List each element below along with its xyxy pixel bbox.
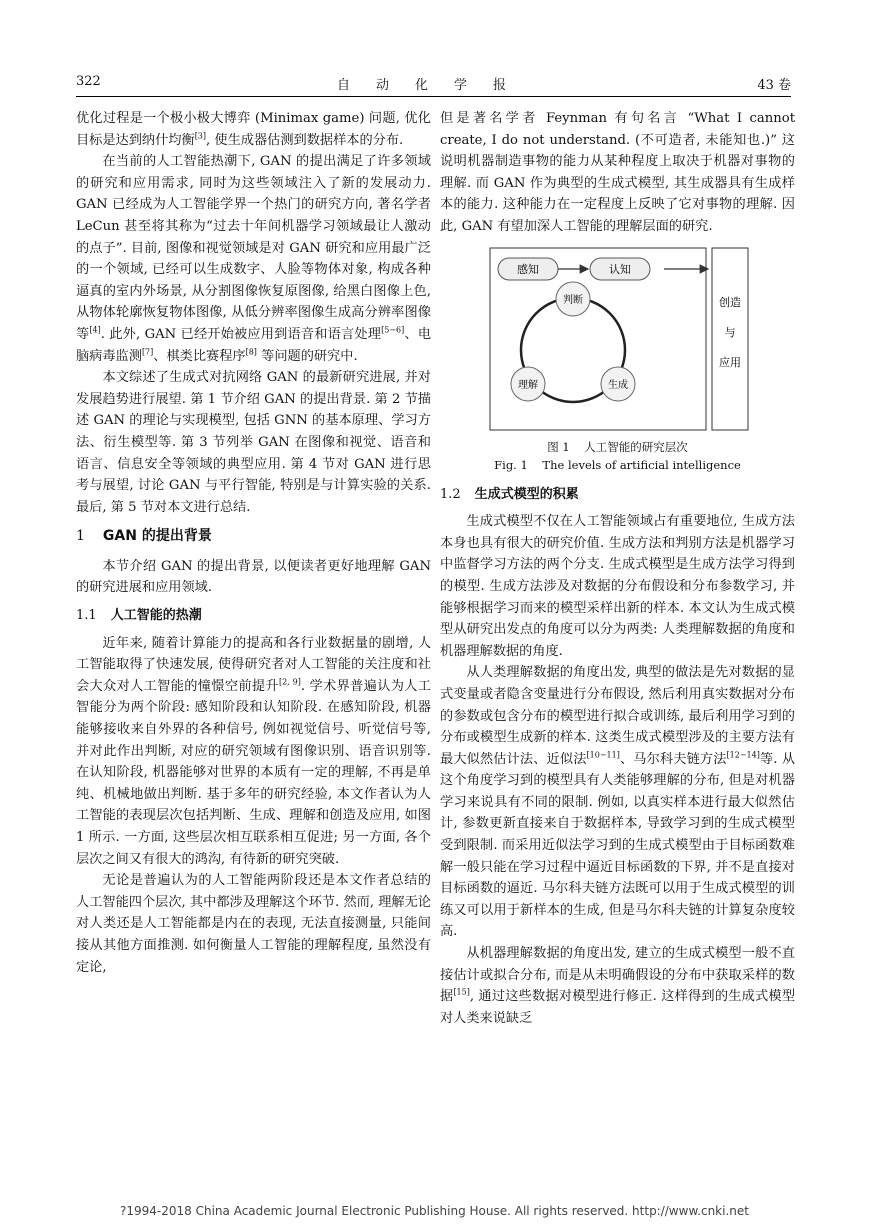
create-box — [712, 248, 748, 430]
journal-title: 自动化学报 — [336, 78, 532, 93]
paragraph — [440, 662, 795, 943]
figure-diagram — [440, 244, 795, 434]
text: . 学术界普遍认为人工智能分为两个阶段: 感知阶段和认知阶段. 在感知阶段, 机器能够接收来自外界的各种信号, 例如视觉信号、听觉信号等, 并对此作出判断, 对应的研究领域有图像识别、语音识别等. 在认知阶段, 机器能够对世界的本质有一定的理解, 不再是单纯、机械地做出判断. 基于多年的研究经验, 本文作者认为人工智能的表现层次包括判断、生成、理解和创造及应用, 如图 1 所示. 一方面, 这些层次相互联系相互促进; 另一方面, 各个层次之间又有很大的鸿沟, 有待新的研究突破. — [76, 678, 431, 867]
create-label-3: 应用 — [719, 355, 741, 369]
paragraph: 但是著名学者 Feynman 有句名言 “What I cannot create, I do not understand. (不可造者, 未能知也.)” 这说明机器制造事物的能力从某种程度上取决于机器对事物的理解. 而 GAN 作为典型的生成式模型, 其生成器具有生成样本的能力. 这种能力在一定程度上反映了它对事物的理解. 因此, GAN 有望加深人工智能的理解层面的研究. — [440, 111, 795, 234]
text: 从机器理解数据的角度出发, 建立的生成式模型一般不直接估计或拟合分布, 而是从未明确假设的分布中获取采样的数据 — [440, 946, 795, 1005]
text: 优化过程是一个极小极大博弈 (Minimax game) 问题, 优化目标是达到纳什均衡 — [76, 111, 431, 148]
citation[interactable]: [10−11] — [586, 750, 620, 760]
text: 近年来, 随着计算能力的提高和各行业数据量的剧增, 人工智能取得了快速发展, 使得研究者对人工智能的关注度和社会大众对人工智能的憧憬空前提升 — [76, 635, 431, 694]
create-label-1: 创造 — [719, 295, 741, 309]
header-rule — [76, 96, 791, 97]
text: 、电脑病毒监测 — [76, 326, 432, 364]
text: , 使生成器估测到数据样本的分布. — [206, 132, 404, 148]
caption-en: Fig. 1 The levels of artificial intelligence — [494, 457, 741, 472]
citation[interactable]: [7] — [141, 347, 154, 357]
section-number: 1 — [76, 528, 85, 545]
citation[interactable]: [4] — [89, 325, 101, 335]
citation[interactable]: [8] — [245, 347, 257, 357]
subsection-number: 1.2 — [440, 486, 461, 502]
paragraph — [76, 151, 431, 367]
subsection-heading — [440, 484, 795, 506]
text: . 此外, GAN 已经开始被应用到语音和语言处理 — [100, 326, 382, 342]
perceive-label: 感知 — [517, 262, 539, 276]
citation[interactable]: [5−6] — [381, 325, 405, 335]
cognize-label: 认知 — [609, 262, 631, 276]
volume-label: 43 卷 — [757, 78, 791, 93]
create-label-2: 与 — [724, 325, 736, 339]
paragraph — [440, 943, 795, 1029]
text: 、棋类比赛程序 — [153, 348, 246, 364]
text: 等问题的研究中. — [256, 348, 358, 364]
citation[interactable]: [12−14] — [726, 750, 760, 760]
generate-label: 生成 — [608, 379, 628, 391]
figure-1 — [440, 244, 795, 434]
subsection-number: 1.1 — [76, 608, 97, 624]
paragraph: 生成式模型不仅在人工智能领域占有重要地位, 生成方法本身也具有很大的研究价值. 生成方法和判别方法是机器学习中监督学习方法的两个分支. 生成式模型是生成方法学习得到的模型. 生成方法涉及对数据的分布假设和分布参数学习, 并能够根据学习而来的模型采样出新的样本. 本文认为生成式模型从研究出发点的角度可以分为两类: 人类理解数据的角度和机器理解数据的角度. — [440, 514, 795, 659]
figure-caption — [440, 438, 795, 474]
citation[interactable]: [15] — [453, 987, 470, 997]
text: , 通过这些数据对模型进行修正. 这样得到的生成式模型对人类来说缺乏 — [440, 989, 796, 1026]
copyright-footer: ?1994-2018 China Academic Journal Electronic Publishing House. All rights reserved. http://www.cnki.net — [120, 1204, 749, 1218]
page-number: 322 — [76, 74, 101, 89]
text: 从人类理解数据的角度出发, 典型的做法是先对数据的显式变量或者隐含变量进行分布假设, 然后利用真实数据对分布的参数或包含分布的模型进行拟合或训练, 最后利用学习到的分布或模型生成新的样本. 这类生成式模型涉及的主要方法有最大似然估计法、近似法 — [440, 665, 795, 767]
paragraph — [76, 633, 431, 871]
paragraph: 无论是普遍认为的人工智能两阶段还是本文作者总结的人工智能四个层次, 其中都涉及理解这个环节. 然而, 理解无论对人类还是人工智能都是内在的表现, 无法直接测量, 只能间接从其他方面推测. 如何衡量人工智能的理解程度, 虽然没有定论, — [76, 873, 431, 975]
citation[interactable]: [3] — [194, 131, 207, 141]
understand-label: 理解 — [518, 379, 538, 391]
citation[interactable]: [2, 9] — [278, 677, 301, 687]
section-title: GAN 的提出背景 — [102, 528, 212, 545]
paragraph: 本文综述了生成式对抗网络 GAN 的最新研究进展, 并对发展趋势进行展望. 第 1 节介绍 GAN 的提出背景. 第 2 节描述 GAN 的理论与实现模型, 包括 GNN 的基本原理、学习方法、衍生模型等. 第 3 节列举 GAN 在图像和视觉、语音和语言、信息安全等领域的典型应用. 第 4 节对 GAN 进行思考与展望, 讨论 GAN 与平行智能, 特别是与计算实验的关系. 最后, 第 5 节对本文进行总结. — [76, 370, 431, 515]
subsection-heading — [76, 605, 431, 627]
caption-cn: 图 1 人工智能的研究层次 — [547, 439, 688, 454]
text: 、马尔科夫链方法 — [619, 751, 727, 767]
section-heading — [76, 526, 431, 548]
text: 在当前的人工智能热潮下, GAN 的提出满足了许多领域的研究和应用需求, 同时为这些领域注入了新的发展动力. GAN 已经成为人工智能学界一个热门的研究方向, 著名学者 LeCun 甚至将其称为“过去十年间机器学习领域最让人激动的点子”. 目前, 图像和视觉领域是对 GAN 研究和应用最广泛的一个领域, 已经可以生成数字、人脸等物体对象, 构成各种逼真的室内外场景, 从分割图像恢复原图像, 给黑白图像上色, 从物体轮廓恢复物体图像, 从低分辨率图像生成高分辨率图像等 — [76, 154, 431, 342]
judge-label: 判断 — [563, 294, 583, 306]
paragraph: 本节介绍 GAN 的提出背景, 以便读者更好地理解 GAN 的研究进展和应用领域. — [76, 558, 431, 596]
paragraph — [76, 108, 431, 151]
right-column — [440, 108, 795, 1029]
left-column — [76, 108, 431, 978]
subsection-title: 生成式模型的积累 — [474, 486, 579, 502]
text: 等. 从这个角度学习到的模型具有人类能够理解的分布, 但是对机器学习来说具有不同的限制. 例如, 以真实样本进行最大似然估计, 参数更新直接来自于数据样本, 导致学习到的生成式模型受到限制. 而采用近似法学习到的生成式模型由于目标函数难解一般只能在学习过程中逼近目标函数的下界, 并不是直接对目标函数的逼近. 马尔科夫链方法既可以用于生成式模型的训练又可以用于新样本的生成, 但是马尔科夫链的计算复杂度较高. — [440, 751, 796, 940]
subsection-title: 人工智能的热潮 — [110, 608, 202, 624]
